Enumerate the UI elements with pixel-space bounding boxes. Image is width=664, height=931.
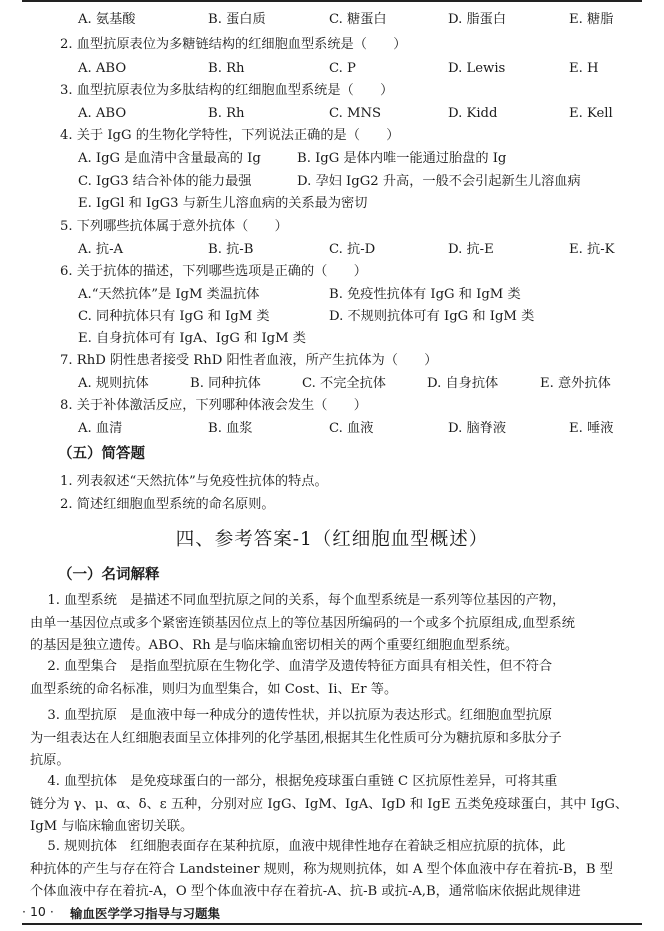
- term-line: 5. 规则抗体 红细胞表面存在某种抗原，血液中规律性地存在着缺乏相应抗原的抗体，此: [30, 839, 566, 854]
- term-regular-antibody: [30, 836, 636, 904]
- q6-option-d: D. 不规则抗体可有 IgG 和 IgM 类: [329, 309, 535, 324]
- q2-option-b: B. Rh: [208, 61, 245, 76]
- q6-option-c: C. 同种抗体只有 IgG 和 IgM 类: [78, 309, 270, 324]
- q4-option-d: D. 孕妇 IgG2 升高，一般不会引起新生儿溶血病: [297, 174, 581, 189]
- q3-stem: 3. 血型抗原表位为多肽结构的红细胞血型系统是（ ）: [60, 83, 394, 98]
- q8-stem: 8. 关于补体激活反应，下列哪种体液会发生（ ）: [60, 398, 367, 413]
- page-footer: [22, 904, 642, 926]
- q5-option-b: B. 抗-B: [208, 242, 254, 257]
- term-line: 为一组表达在人红细胞表面呈立体排列的化学基团,根据其生化性质可分为糖抗原和多肽分子: [30, 730, 562, 746]
- term-line: 3. 血型抗原 是血液中每一种成分的遗传性状，并以抗原为表达形式。红细胞血型抗原: [30, 708, 553, 723]
- footer-rule: [22, 923, 642, 925]
- q1-option-c: C. 糖蛋白: [329, 12, 387, 27]
- term-blood-group-system: [30, 590, 636, 658]
- short-answer-heading: （五）简答题: [58, 446, 145, 462]
- q7-option-d: D. 自身抗体: [427, 376, 499, 391]
- q3-option-b: B. Rh: [208, 106, 245, 121]
- q7-stem: 7. RhD 阴性患者接受 RhD 阳性者血液，所产生抗体为（ ）: [60, 353, 438, 368]
- q7-option-c: C. 不完全抗体: [302, 376, 386, 391]
- q4-option-e: E. IgGl 和 IgG3 与新生儿溶血病的关系最为密切: [78, 196, 368, 211]
- q8-option-d: D. 脑脊液: [448, 421, 507, 436]
- q3-option-e: E. Kell: [569, 106, 613, 121]
- q8-option-c: C. 血液: [329, 421, 374, 436]
- top-rule: [22, 0, 642, 2]
- q4-option-c: C. IgG3 结合补体的能力最强: [78, 174, 252, 189]
- q5-stem: 5. 下列哪些抗体属于意外抗体（ ）: [60, 219, 288, 234]
- page-number: · 10 ·: [22, 904, 54, 919]
- term-line: 由单一基因位点或多个紧密连锁基因位点上的等位基因所编码的一个或多个抗原组成,血型系统: [30, 615, 575, 631]
- term-line: 个体血液中存在着抗-A，O 型个体血液中存在着抗-A、抗-B 或抗-A,B，通常临床依据此规律进: [30, 884, 581, 900]
- term-blood-group-antigen: [30, 705, 636, 773]
- short-answer-q2: 2. 简述红细胞血型系统的命名原则。: [60, 497, 275, 512]
- answer-section-title: 四、参考答案-1（红细胞血型概述）: [175, 529, 489, 550]
- term-line: 的基因是独立遗传。ABO、Rh 是与临床输血密切相关的两个重要红细胞血型系统。: [30, 638, 519, 654]
- term-line: 抗原。: [30, 753, 70, 769]
- terms-heading: （一）名词解释: [58, 567, 160, 583]
- q3-option-a: A. ABO: [78, 106, 127, 121]
- term-line: 种抗体的产生与存在符合 Landsteiner 规则，称为规则抗体，如 A 型个体血液中存在着抗-B，B 型: [30, 861, 613, 877]
- q8-option-a: A. 血清: [78, 421, 123, 436]
- term-line: 血型系统的命名标准，则归为血型集合，如 Cost、Ii、Er 等。: [30, 681, 398, 697]
- term-line: 4. 血型抗体 是免疫球蛋白的一部分，根据免疫球蛋白重链 C 区抗原性差异，可将其重: [30, 774, 558, 789]
- q4-option-b: B. IgG 是体内唯一能通过胎盘的 Ig: [297, 151, 507, 166]
- q8-option-b: B. 血浆: [208, 421, 253, 436]
- term-line: IgM 与临床输血密切关联。: [30, 819, 194, 835]
- term-line: 链分为 γ、μ、α、δ、ε 五种，分别对应 IgG、IgM、IgA、IgD 和 IgE 五类免疫球蛋白，其中 IgG、: [30, 796, 629, 812]
- book-title: 输血医学学习指导与习题集: [70, 906, 221, 921]
- q1-option-b: B. 蛋白质: [208, 12, 266, 27]
- q3-option-d: D. Kidd: [448, 106, 498, 121]
- term-line: 1. 血型系统 是描述不同血型抗原之间的关系，每个血型系统是一系列等位基因的产物，: [30, 593, 566, 608]
- q1-option-d: D. 脂蛋白: [448, 12, 507, 27]
- q5-option-c: C. 抗-D: [329, 242, 376, 257]
- q6-option-a: A.“天然抗体”是 IgM 类温抗体: [78, 287, 260, 302]
- q8-option-e: E. 唾液: [569, 421, 614, 436]
- q2-option-e: E. H: [569, 61, 599, 76]
- q6-option-e: E. 自身抗体可有 IgA、IgG 和 IgM 类: [78, 331, 306, 346]
- term-blood-group-antibody: [30, 771, 636, 839]
- q7-option-e: E. 意外抗体: [540, 376, 611, 391]
- q4-option-a: A. IgG 是血清中含量最高的 Ig: [78, 151, 261, 166]
- term-line: 2. 血型集合 是指血型抗原在生物化学、血清学及遗传特征方面具有相关性，但不符合: [30, 659, 553, 674]
- q5-option-e: E. 抗-K: [569, 242, 615, 257]
- short-answer-q1: 1. 列表叙述“天然抗体”与免疫性抗体的特点。: [60, 474, 328, 489]
- q1-option-a: A. 氨基酸: [78, 12, 136, 27]
- term-blood-group-collection: [30, 656, 636, 701]
- q3-option-c: C. MNS: [329, 106, 382, 121]
- q2-option-a: A. ABO: [78, 61, 127, 76]
- q1-option-e: E. 糖脂: [569, 12, 614, 27]
- q7-option-a: A. 规则抗体: [78, 376, 149, 391]
- q5-option-a: A. 抗-A: [78, 242, 124, 257]
- q7-option-b: B. 同种抗体: [190, 376, 261, 391]
- q5-option-d: D. 抗-E: [448, 242, 494, 257]
- q6-stem: 6. 关于抗体的描述，下列哪些选项是正确的（ ）: [60, 264, 367, 279]
- q2-option-d: D. Lewis: [448, 61, 506, 76]
- q2-stem: 2. 血型抗原表位为多糖链结构的红细胞血型系统是（ ）: [60, 37, 407, 52]
- q2-option-c: C. P: [329, 61, 356, 76]
- q6-option-b: B. 免疫性抗体有 IgG 和 IgM 类: [329, 287, 521, 302]
- q4-stem: 4. 关于 IgG 的生物化学特性，下列说法正确的是（ ）: [60, 128, 400, 143]
